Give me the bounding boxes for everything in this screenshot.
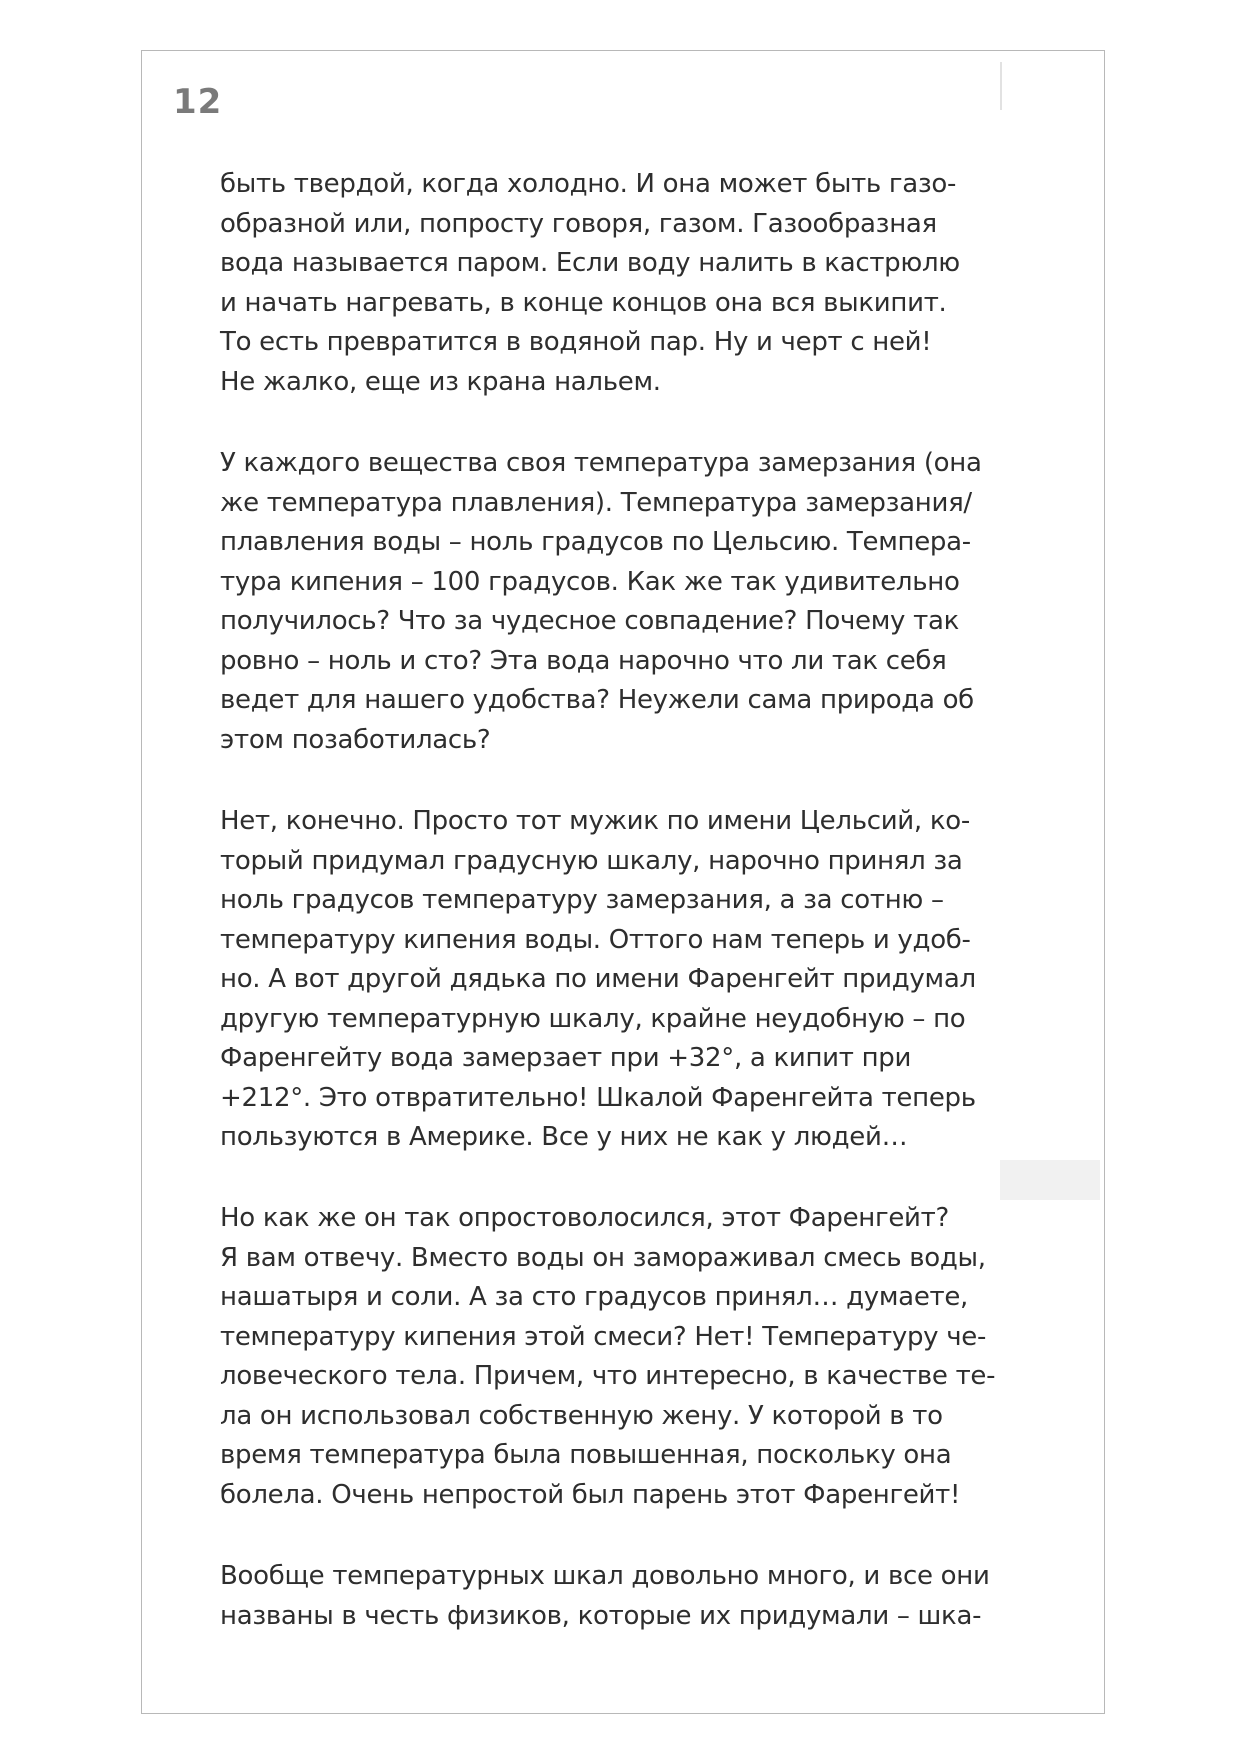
- text-line: У каждого вещества своя температура замерзания (она: [220, 448, 982, 478]
- text-line: Я вам отвечу. Вместо воды он замораживал смесь воды,: [220, 1242, 986, 1273]
- text-line: же температура плавления). Температура замерзания/: [220, 487, 972, 518]
- text-line: температуру кипения воды. Оттого нам теперь и удоб-: [220, 924, 971, 955]
- text-line: +212°. Это отвратительно! Шкалой Фаренгейта теперь: [220, 1082, 976, 1113]
- text-line: Нет, конечно. Просто тот мужик по имени Цельсий, ко-: [220, 806, 970, 836]
- text-line: плавления воды – ноль градусов по Цельсию. Темпера-: [220, 527, 971, 557]
- text-line: тура кипения – 100 градусов. Как же так удивительно: [220, 566, 960, 597]
- paragraph-2: [220, 444, 1020, 760]
- text-line: Фаренгейту вода замерзает при +32°, а кипит при: [220, 1043, 912, 1073]
- page-edge-mark: [1000, 62, 1002, 110]
- text-line: температуру кипения этой смеси? Нет! Температуру че-: [220, 1321, 987, 1352]
- text-line: Вообще температурных шкал довольно много, и все они: [220, 1561, 990, 1591]
- text-line: болела. Очень непростой был парень этот Фаренгейт!: [220, 1479, 961, 1510]
- text-line: Но как же он так опростоволосился, этот Фаренгейт?: [220, 1203, 949, 1233]
- paragraph-5: [220, 1557, 1020, 1636]
- text-line: вода называется паром. Если воду налить в кастрюлю: [220, 248, 960, 278]
- text-line: ровно – ноль и сто? Эта вода нарочно что ли так себя: [220, 645, 947, 676]
- text-line: ноль градусов температуру замерзания, а за сотню –: [220, 885, 944, 915]
- paragraph-3: [220, 802, 1020, 1158]
- text-line: другую температурную шкалу, крайне неудобную – по: [220, 1003, 966, 1034]
- text-line: названы в честь физиков, которые их придумали – шка-: [220, 1600, 982, 1631]
- text-line: время температура была повышенная, поскольку она: [220, 1440, 952, 1470]
- text-line: пользуются в Америке. Все у них не как у людей…: [220, 1122, 908, 1152]
- page-number: 12: [173, 82, 223, 122]
- text-line: нашатыря и соли. А за сто градусов принял… думаете,: [220, 1282, 969, 1312]
- text-line: ловеческого тела. Причем, что интересно, в качестве те-: [220, 1361, 996, 1391]
- text-line: но. А вот другой дядька по имени Фаренгейт придумал: [220, 964, 976, 994]
- bleed-through-shadow: [1000, 1160, 1100, 1200]
- text-line: образной или, попросту говоря, газом. Газообразная: [220, 208, 937, 239]
- text-line: торый придумал градусную шкалу, нарочно принял за: [220, 845, 963, 876]
- text-line: быть твердой, когда холодно. И она может быть газо-: [220, 169, 957, 199]
- text-line: То есть превратится в водяной пар. Ну и черт с ней!: [220, 327, 932, 357]
- paragraph-1: [220, 165, 1020, 402]
- text-line: ведет для нашего удобства? Неужели сама природа об: [220, 685, 974, 715]
- paragraph-4: [220, 1199, 1020, 1515]
- text-line: Не жалко, еще из крана нальем.: [220, 366, 661, 397]
- text-line: этом позаботилась?: [220, 724, 491, 755]
- text-line: получилось? Что за чудесное совпадение? Почему так: [220, 606, 959, 636]
- text-line: и начать нагревать, в конце концов она вся выкипит.: [220, 287, 947, 318]
- text-line: ла он использовал собственную жену. У которой в то: [220, 1400, 943, 1431]
